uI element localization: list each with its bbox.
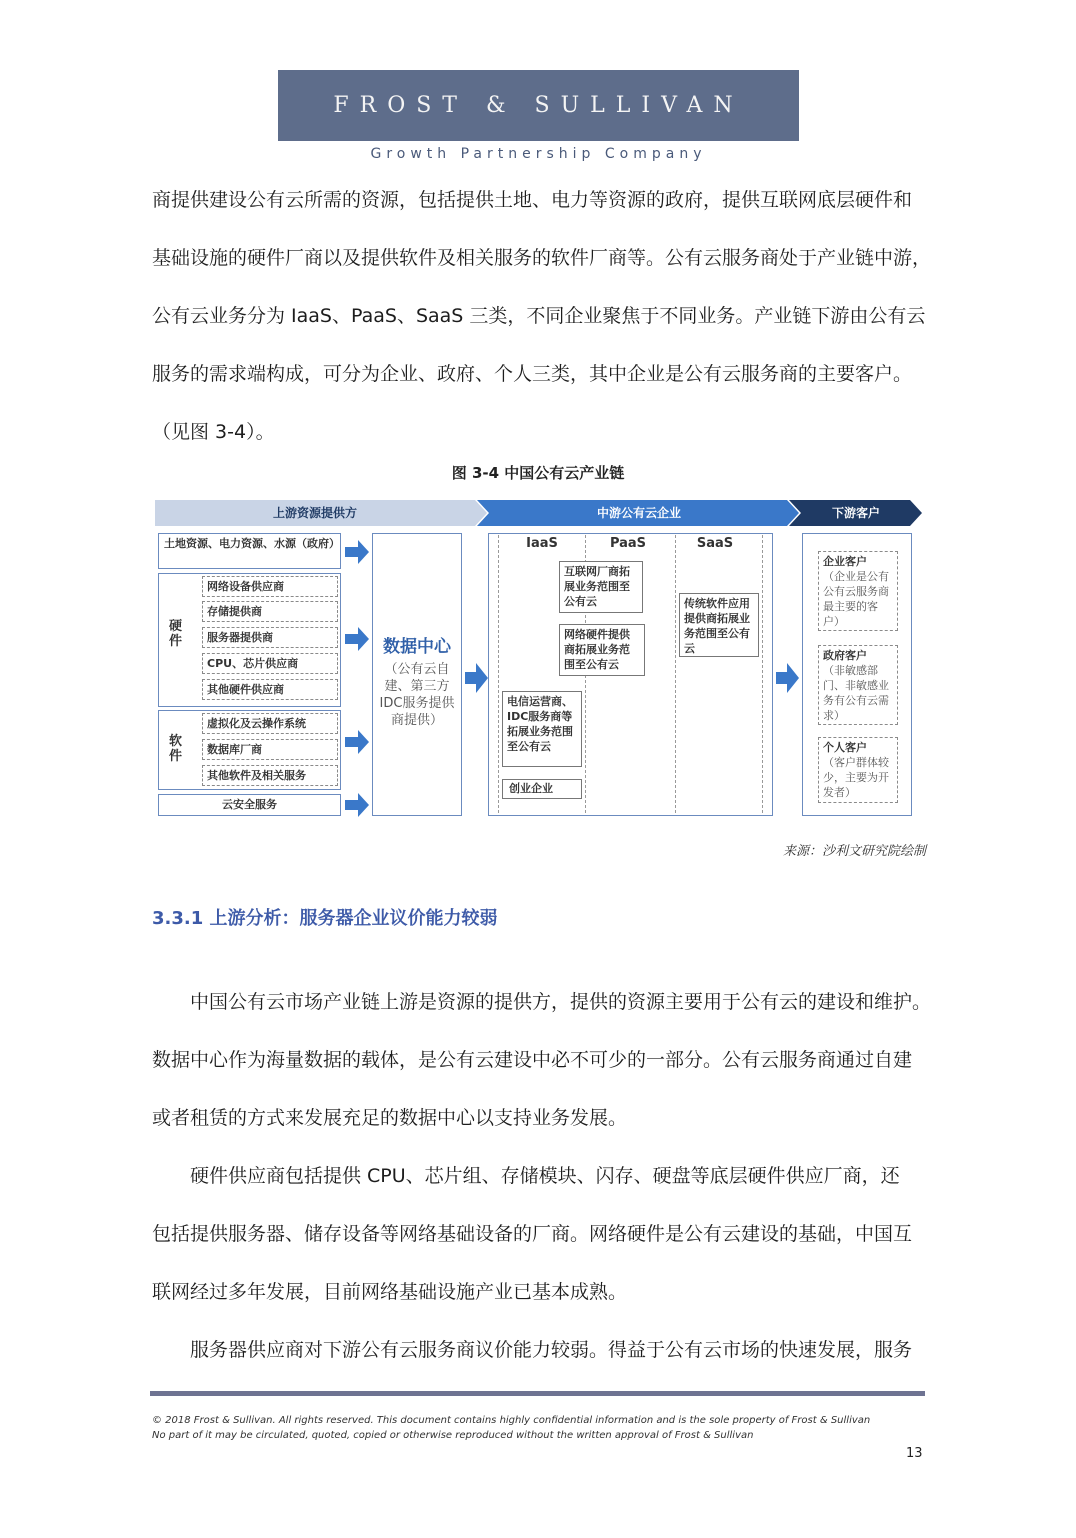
startup-box: 创业企业 bbox=[502, 779, 582, 799]
col-iaas: IaaS bbox=[526, 536, 558, 551]
software-item: 数据库厂商 bbox=[202, 739, 338, 760]
body-line: 服务器供应商对下游公有云服务商议价能力较弱。得益于公有云市场的快速发展，服务 bbox=[152, 1339, 913, 1361]
upstream-arrows bbox=[343, 497, 373, 822]
hardware-vendors-box: 网络硬件提供商拓展业务范围至公有云 bbox=[559, 624, 645, 676]
arrow-icon bbox=[345, 540, 369, 564]
personal-title: 个人客户 bbox=[823, 741, 867, 754]
arrow-icon bbox=[775, 658, 801, 698]
page-number: 13 bbox=[906, 1446, 923, 1461]
body-line: 联网经过多年发展，目前网络基础设施产业已基本成熟。 bbox=[152, 1281, 628, 1303]
body-line: 数据中心作为海量数据的载体，是公有云建设中必不可少的一部分。公有云服务商通过自建 bbox=[152, 1049, 913, 1071]
footer-divider bbox=[150, 1391, 925, 1396]
frost-sullivan-logo bbox=[278, 70, 799, 141]
figure-title: 图 3-4 中国公有云产业链 bbox=[451, 464, 625, 482]
cloud-security-box: 云安全服务 bbox=[158, 794, 341, 816]
enterprise-desc: （企业是公有公有云服务商最主要的客户） bbox=[823, 570, 889, 628]
telecom-box: 电信运营商、IDC服务商等拓展业务范围至公有云 bbox=[502, 691, 582, 767]
footer-copyright: © 2018 Frost & Sullivan. All rights reserved. This document contains highly confidential information and is the sole property of Frost & Sullivan bbox=[152, 1415, 871, 1426]
intro-line: （见图 3-4）。 bbox=[152, 421, 275, 443]
personal-desc: （客户群体较少，主要为开发者） bbox=[823, 756, 889, 799]
body-line: 或者租赁的方式来发展充足的数据中心以支持业务发展。 bbox=[152, 1107, 628, 1129]
arrow-icon bbox=[345, 627, 369, 651]
government-customer-box bbox=[818, 645, 898, 725]
land-resources-box: 土地资源、电力资源、水源（政府） bbox=[158, 533, 341, 569]
software-item: 其他软件及相关服务 bbox=[202, 765, 338, 786]
arrow-icon bbox=[464, 658, 490, 698]
software-vendors-box: 传统软件应用提供商拓展业务范围至公有云 bbox=[679, 593, 759, 657]
banner-midstream: 中游公有云企业 bbox=[596, 506, 681, 520]
software-item: 虚拟化及云操作系统 bbox=[202, 713, 338, 734]
arrow-icon bbox=[345, 793, 369, 817]
personal-customer-box bbox=[818, 737, 898, 803]
intro-line: 基础设施的硬件厂商以及提供软件及相关服务的软件厂商等。公有云服务商处于产业链中游， bbox=[152, 247, 932, 269]
body-line: 中国公有云市场产业链上游是资源的提供方，提供的资源主要用于公有云的建设和维护。 bbox=[152, 991, 932, 1013]
banner-upstream: 上游资源提供方 bbox=[272, 506, 357, 520]
industry-chain-diagram bbox=[155, 497, 925, 822]
section-heading: 3.3.1 上游分析：服务器企业议价能力较弱 bbox=[152, 908, 498, 929]
hardware-item: CPU、芯片供应商 bbox=[202, 653, 338, 674]
banner-downstream: 下游客户 bbox=[831, 506, 880, 520]
hardware-item: 其他硬件供应商 bbox=[202, 679, 338, 700]
data-center-desc: （公有云自建、第三方IDC服务提供商提供） bbox=[379, 662, 455, 728]
data-center-title: 数据中心 bbox=[383, 637, 451, 657]
intro-line: 公有云业务分为 IaaS、PaaS、SaaS 三类，不同企业聚焦于不同业务。产业链下游由公有云 bbox=[152, 305, 926, 327]
software-label: 软件 bbox=[169, 734, 183, 764]
gov-desc: （非敏感部门、非敏感业务有公有云需求） bbox=[823, 664, 889, 722]
gov-title: 政府客户 bbox=[823, 649, 867, 662]
footer-notice: No part of it may be circulated, quoted, copied or otherwise reproduced without the written approval of Frost & Sullivan bbox=[152, 1430, 754, 1441]
intro-line: 商提供建设公有云所需的资源，包括提供土地、电力等资源的政府，提供互联网底层硬件和 bbox=[152, 189, 913, 211]
col-saas: SaaS bbox=[696, 536, 734, 551]
data-center-box bbox=[372, 533, 462, 816]
figure-source: 来源：沙利文研究院绘制 bbox=[782, 844, 926, 859]
body-line: 包括提供服务器、储存设备等网络基础设备的厂商。网络硬件是公有云建设的基础，中国互 bbox=[152, 1223, 913, 1245]
internet-vendors-box: 互联网厂商拓展业务范围至公有云 bbox=[559, 561, 643, 613]
logo-text: FROST & SULLIVAN bbox=[333, 93, 744, 118]
col-paas: PaaS bbox=[609, 536, 647, 551]
intro-line: 服务的需求端构成，可分为企业、政府、个人三类，其中企业是公有云服务商的主要客户。 bbox=[152, 363, 913, 385]
enterprise-title: 企业客户 bbox=[823, 555, 867, 568]
body-line: 硬件供应商包括提供 CPU、芯片组、存储模块、闪存、硬盘等底层硬件供应厂商，还 bbox=[152, 1165, 900, 1187]
hardware-item: 网络设备供应商 bbox=[202, 576, 338, 597]
hardware-label: 硬件 bbox=[169, 619, 183, 649]
hardware-item: 存储提供商 bbox=[202, 601, 338, 622]
hardware-item: 服务器提供商 bbox=[202, 627, 338, 648]
enterprise-customer-box bbox=[818, 551, 898, 631]
arrow-icon bbox=[345, 730, 369, 754]
logo-tagline: Growth Partnership Company bbox=[370, 146, 707, 162]
